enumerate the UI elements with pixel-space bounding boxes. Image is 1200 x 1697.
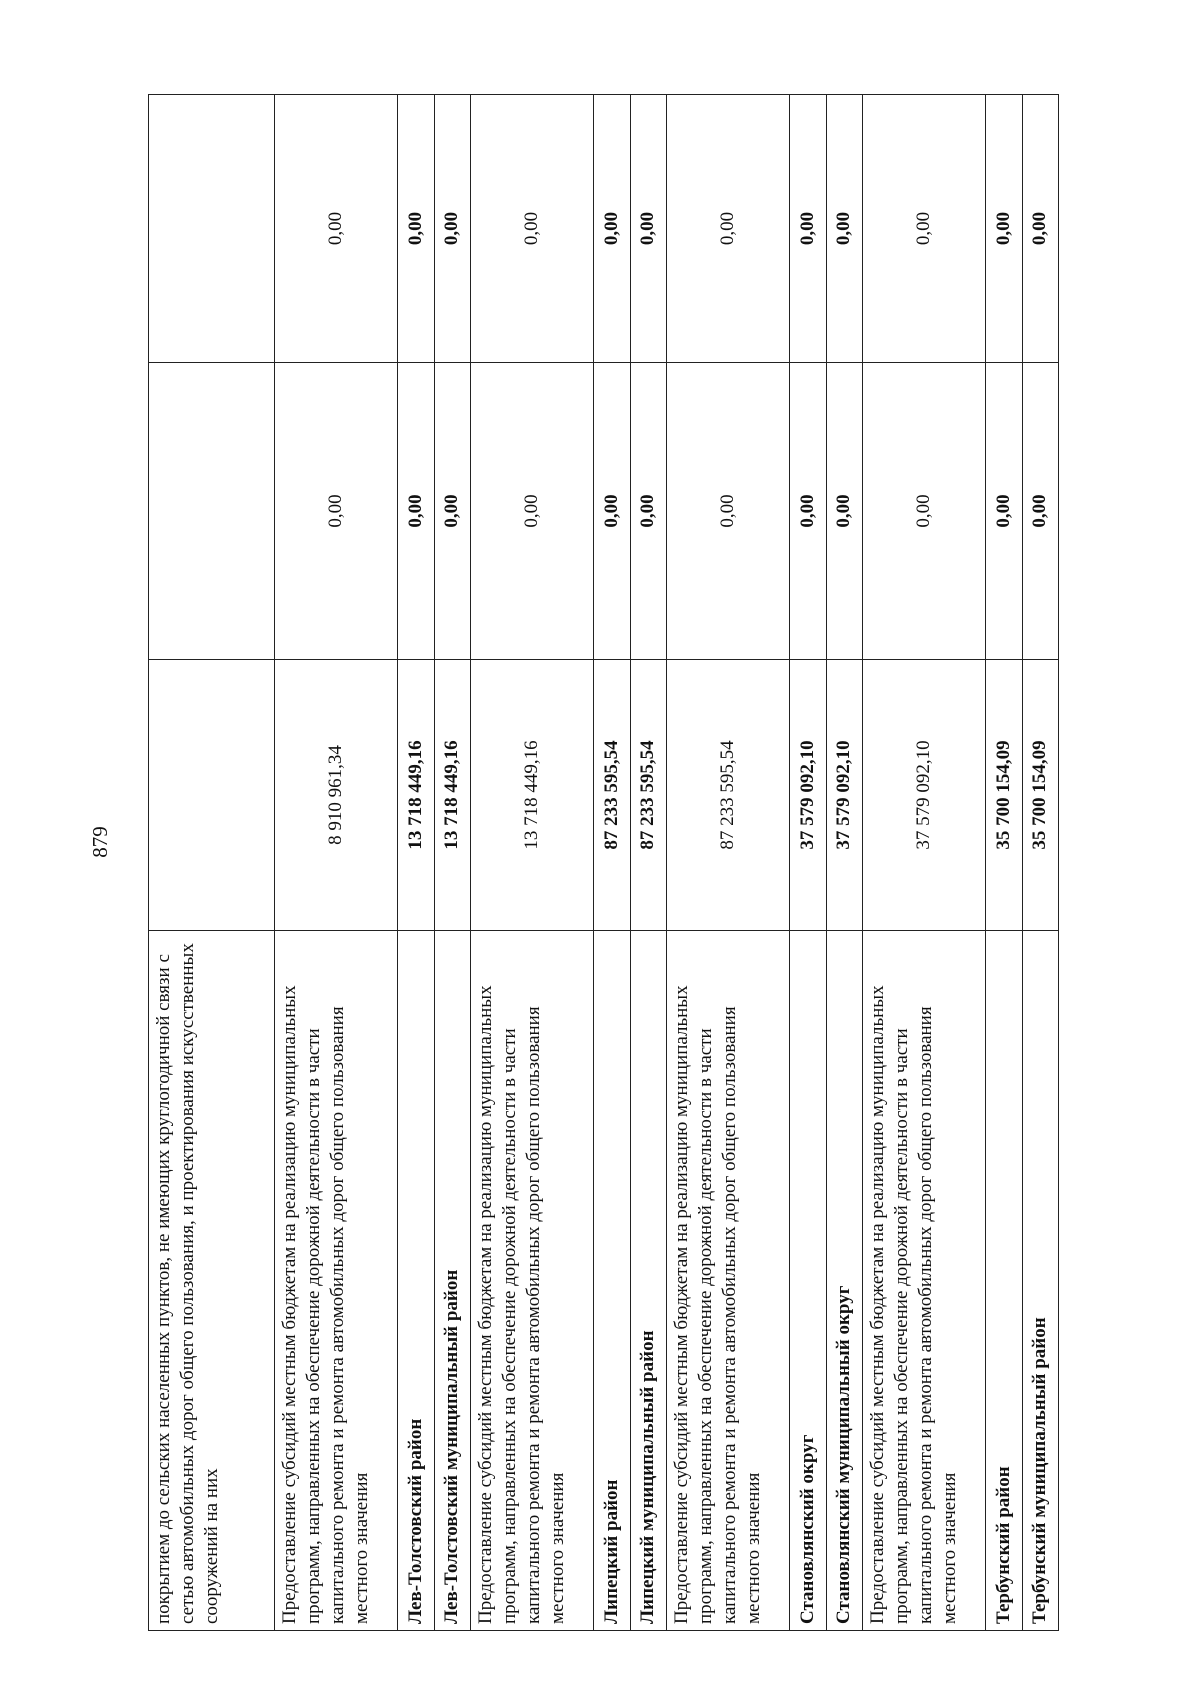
row-description: Предоставление субсидий местным бюджетам на реализацию муниципальных программ, направленных на обеспечение дорожной деятельности в части капитального ремонта и ремонта автомобильных дорог общего пользования местного значения [862,931,986,1631]
row-amount-3 [149,95,275,363]
row-description: Становлянский округ [790,931,826,1631]
row-description: Предоставление субсидий местным бюджетам на реализацию муниципальных программ, направленных на обеспечение дорожной деятельности в части капитального ремонта и ремонта автомобильных дорог общего пользования местного значения [666,931,790,1631]
table-row [666,95,790,1631]
table-row [826,95,862,1631]
row-amount-2: 0,00 [274,363,398,660]
row-amount-3: 0,00 [630,95,666,363]
row-amount [149,660,275,931]
row-amount-2: 0,00 [790,363,826,660]
row-amount-3: 0,00 [274,95,398,363]
row-amount-3: 0,00 [398,95,434,363]
row-amount: 37 579 092,10 [826,660,862,931]
row-amount-3: 0,00 [862,95,986,363]
row-amount-2: 0,00 [826,363,862,660]
row-amount: 13 718 449,16 [470,660,594,931]
table-row [1022,95,1058,1631]
row-amount-3: 0,00 [826,95,862,363]
row-description: Лев-Толстовский муниципальный район [434,931,470,1631]
table-row [986,95,1022,1631]
row-amount-2: 0,00 [1022,363,1058,660]
table-row [434,95,470,1631]
row-amount-2: 0,00 [470,363,594,660]
row-amount-2: 0,00 [986,363,1022,660]
table-row [274,95,398,1631]
table-row [594,95,630,1631]
row-description: Липецкий муниципальный район [630,931,666,1631]
row-description: Становлянский муниципальный округ [826,931,862,1631]
row-amount: 37 579 092,10 [790,660,826,931]
row-amount: 8 910 961,34 [274,660,398,931]
table-row [470,95,594,1631]
row-amount: 87 233 595,54 [594,660,630,931]
row-amount-3: 0,00 [986,95,1022,363]
row-amount-3: 0,00 [666,95,790,363]
row-amount-3: 0,00 [790,95,826,363]
row-amount: 37 579 092,10 [862,660,986,931]
row-amount-2: 0,00 [434,363,470,660]
row-amount-2: 0,00 [630,363,666,660]
table-row [862,95,986,1631]
row-amount: 35 700 154,09 [986,660,1022,931]
row-amount-3: 0,00 [1022,95,1058,363]
row-description: Лев-Толстовский район [398,931,434,1631]
row-description: Предоставление субсидий местным бюджетам на реализацию муниципальных программ, направленных на обеспечение дорожной деятельности в части капитального ремонта и ремонта автомобильных дорог общего пользования местного значения [470,931,594,1631]
row-amount-2: 0,00 [398,363,434,660]
row-description: Тербунский район [986,931,1022,1631]
row-description: Предоставление субсидий местным бюджетам на реализацию муниципальных программ, направленных на обеспечение дорожной деятельности в части капитального ремонта и ремонта автомобильных дорог общего пользования местного значения [274,931,398,1631]
table-row [149,95,275,1631]
row-amount: 87 233 595,54 [666,660,790,931]
row-amount-2 [149,363,275,660]
row-amount: 35 700 154,09 [1022,660,1058,931]
row-amount-2: 0,00 [666,363,790,660]
row-amount: 13 718 449,16 [398,660,434,931]
table-row [398,95,434,1631]
row-description: покрытием до сельских населенных пунктов, не имеющих круглогодичной связи с сетью автомобильных дорог общего пользования, и проектирования искусственных сооружений на них [149,931,275,1631]
row-description: Липецкий район [594,931,630,1631]
row-amount: 87 233 595,54 [630,660,666,931]
row-amount-3: 0,00 [470,95,594,363]
row-amount-3: 0,00 [434,95,470,363]
budget-table-wrapper [148,95,1059,1631]
budget-table [148,94,1059,1631]
row-amount-3: 0,00 [594,95,630,363]
row-amount-2: 0,00 [862,363,986,660]
table-row [630,95,666,1631]
table-row [790,95,826,1631]
row-description: Тербунский муниципальный район [1022,931,1058,1631]
page-number: 879 [88,826,112,858]
row-amount-2: 0,00 [594,363,630,660]
row-amount: 13 718 449,16 [434,660,470,931]
